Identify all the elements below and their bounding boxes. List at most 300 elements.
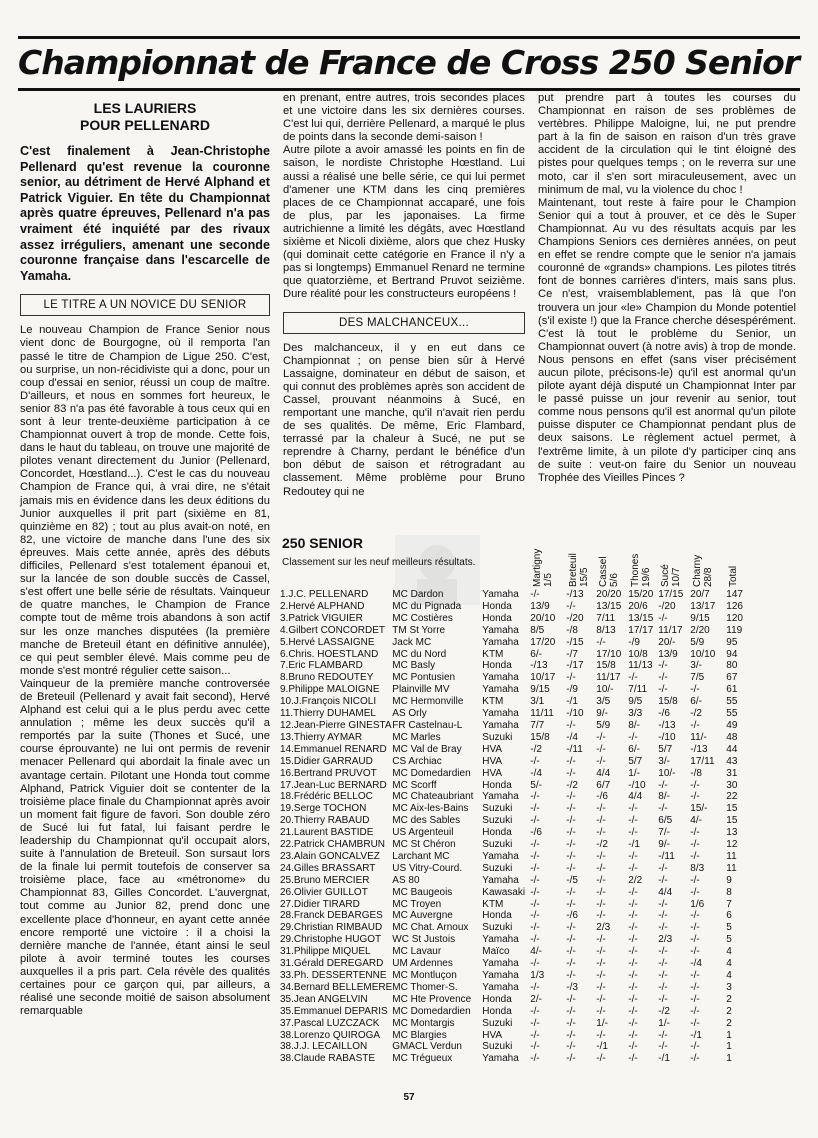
table-cell: MC St Chéron: [392, 839, 456, 851]
table-row: [280, 910, 754, 922]
table-cell: 1: [726, 1041, 732, 1053]
table-cell: 2/-: [530, 993, 542, 1005]
table-cell: -/-: [690, 827, 700, 839]
table-cell: 11/13: [628, 660, 653, 672]
table-cell: 17/10: [596, 648, 622, 660]
table-cell: MC Domedardien: [392, 767, 471, 779]
table-cell: -/11: [658, 850, 675, 862]
results-table-block: [280, 535, 798, 1065]
table-cell: 1: [726, 1029, 732, 1041]
table-cell: 119: [726, 624, 743, 636]
table-cell: -/-: [628, 731, 638, 743]
table-cell: -/13: [530, 660, 548, 672]
table-cell: -/-: [658, 1041, 668, 1053]
table-cell: 1/6: [690, 898, 705, 910]
table-cell: -/-: [566, 922, 576, 934]
table-cell: -/2: [596, 839, 608, 851]
table-cell: 17/15: [658, 589, 684, 600]
column-1: [20, 92, 270, 1018]
table-cell: 25.Bruno MERCIER: [280, 874, 370, 886]
table-cell: 11.Thierry DUHAMEL: [280, 708, 376, 720]
table-cell: 126: [726, 600, 743, 612]
table-cell: 3/3: [628, 708, 643, 720]
table-cell: -/-: [596, 755, 606, 767]
table-cell: -/3: [566, 981, 578, 993]
table-cell: -/2: [658, 1005, 670, 1017]
table-cell: 8/13: [596, 624, 616, 636]
table-cell: 20/10: [530, 612, 556, 624]
table-cell: -/-: [530, 1053, 540, 1065]
table-cell: 80: [726, 660, 738, 672]
table-cell: 5/7: [658, 743, 673, 755]
table-row: [280, 660, 754, 672]
table-cell: -/-: [596, 862, 606, 874]
table-cell: -/-: [658, 898, 668, 910]
table-cell: 2/2: [628, 874, 643, 886]
table-cell: -/-: [596, 850, 606, 862]
table-cell: 1/3: [530, 970, 545, 981]
table-cell: -/-: [628, 993, 638, 1005]
table-cell: 94: [726, 648, 738, 660]
section-heading-titre: LE TITRE A UN NOVICE DU SENIOR: [20, 294, 270, 316]
table-cell: -/-: [596, 934, 606, 946]
table-row: [280, 1041, 754, 1053]
table-cell: 38.J.J. LECAILLON: [280, 1041, 368, 1053]
table-cell: 8/-: [628, 719, 640, 731]
table-cell: -/-: [566, 898, 576, 910]
table-cell: 2/3: [658, 934, 673, 946]
table-cell: 7/-: [658, 827, 670, 839]
table-cell: -/-: [658, 981, 668, 993]
table-cell: Suzuki: [482, 803, 513, 815]
title-rule-bottom: [18, 88, 800, 91]
table-row: [280, 720, 754, 732]
page-title: Championnat de France de Cross 250 Senior: [18, 43, 800, 82]
table-cell: -/8: [566, 624, 578, 636]
table-cell: Yamaha: [482, 624, 519, 636]
table-cell: 4/-: [690, 815, 702, 827]
table-cell: -/-: [566, 839, 576, 851]
table-cell: -/-: [596, 874, 606, 886]
table-cell: 8/5: [530, 624, 545, 636]
table-cell: -/-: [628, 827, 638, 839]
table-cell: Suzuki: [482, 1041, 513, 1053]
table-cell: -/20: [566, 612, 584, 624]
table-row: [280, 887, 754, 899]
table-cell: -/-: [658, 1029, 668, 1041]
table-cell: -/-: [566, 934, 576, 946]
table-cell: -/-: [628, 1053, 638, 1065]
table-cell: -/-: [596, 743, 606, 755]
table-cell: MC du Pignada: [392, 600, 462, 612]
table-cell: 4.Gilbert CONCORDET: [280, 624, 386, 636]
table-cell: 21.Laurent BASTIDE: [280, 827, 374, 839]
table-cell: 22: [726, 791, 738, 803]
table-cell: 7/11: [628, 684, 648, 696]
table-cell: 31.Gérald DEREGARD: [280, 958, 384, 970]
table-row: [280, 803, 754, 815]
table-cell: MC Thomer-S.: [392, 981, 458, 993]
table-row: [280, 839, 754, 851]
table-cell: -/-: [530, 1005, 540, 1017]
article-paragraph: en prenant, entre autres, trois secondes places et une victoire dans les six dernières courses. C'est lui qui, derrière Pellenard, a marqué le plus de points dans la seconde demi-saison ! Autre pilote a avoir amassé les points en fin de saison, le nordiste Christophe Hœstland. Lui aussi a réalisé une belle série, ce qui lui permet d'amener une KTM dans les cinq premières places de ce Championnat accaparé, une fois de plus, par les japonaises. La firme autrichienne a limité les dégâts, avec Hœstland sixième et Nicoli dixième, alors que chez Husky (qui dominait cette catégorie en France il n'y a pas si longtemps) Emmanuel Renard ne termine que quatorzième, et Bertrand Pruvot seizième. Dure réalité pour les constructeurs européens !: [283, 92, 525, 301]
table-cell: 16.Bertrand PRUVOT: [280, 767, 377, 779]
table-cell: -/-: [628, 1041, 638, 1053]
table-row: [280, 875, 754, 887]
table-row: [280, 934, 754, 946]
table-cell: 10/8: [628, 648, 648, 660]
table-cell: 95: [726, 636, 738, 648]
table-cell: -/-: [596, 636, 606, 648]
table-cell: -/-: [566, 850, 576, 862]
table-cell: 15/8: [530, 731, 550, 743]
table-cell: -/1: [566, 696, 578, 708]
table-cell: Yamaha: [482, 708, 519, 720]
page-number: 57: [403, 1092, 415, 1103]
table-cell: 13/17: [690, 600, 716, 612]
table-cell: 15: [726, 803, 738, 815]
table-cell: UM Ardennes: [392, 958, 453, 970]
table-cell: -/1: [658, 1053, 670, 1065]
table-cell: Yamaha: [482, 719, 519, 731]
table-cell: 44: [726, 743, 738, 755]
table-cell: Maïco: [482, 946, 510, 958]
table-cell: KTM: [482, 648, 504, 660]
table-cell: Honda: [482, 827, 512, 839]
table-cell: 15/20: [628, 589, 654, 600]
table-cell: MC Troyen: [392, 898, 442, 910]
table-cell: 12.Jean-Pierre GINESTA: [280, 719, 392, 731]
table-cell: 1/-: [628, 767, 640, 779]
table-row: [280, 1018, 754, 1030]
table-cell: Yamaha: [482, 672, 519, 684]
table-cell: -/10: [658, 731, 676, 743]
table-cell: 31.Philippe MIQUEL: [280, 946, 371, 958]
table-cell: -/11: [566, 743, 583, 755]
table-cell: -/-: [658, 874, 668, 886]
table-cell: -/1: [596, 1041, 608, 1053]
table-cell: 6/7: [596, 779, 611, 791]
table-cell: 2.Hervé ALPHAND: [280, 600, 365, 612]
table-cell: -/-: [566, 886, 576, 898]
table-cell: 147: [726, 589, 743, 600]
table-cell: -/-: [658, 612, 668, 624]
table-row: [280, 708, 754, 720]
table-cell: MC Auvergne: [392, 910, 453, 922]
table-cell: -/-: [596, 946, 606, 958]
table-cell: -/-: [628, 1005, 638, 1017]
table-cell: MC Chateaubriant: [392, 791, 474, 803]
table-cell: -/-: [628, 862, 638, 874]
table-cell: -/-: [658, 922, 668, 934]
table-row: [280, 625, 754, 637]
table-cell: -/-: [530, 934, 540, 946]
table-cell: 3/5: [596, 696, 611, 708]
table-cell: 30: [726, 779, 738, 791]
table-cell: Honda: [482, 1005, 512, 1017]
table-cell: -/-: [530, 910, 540, 922]
table-cell: 11/11: [530, 708, 554, 720]
table-cell: Yamaha: [482, 1053, 519, 1065]
column-header: Martigny 1/5: [532, 548, 554, 587]
table-cell: 10/10: [690, 648, 716, 660]
table-cell: 20/-: [658, 636, 676, 648]
table-cell: 35.Emmanuel DEPARIS: [280, 1005, 388, 1017]
table-cell: -/-: [658, 862, 668, 874]
table-cell: -/-: [596, 803, 606, 815]
table-cell: -/-: [690, 684, 700, 696]
table-cell: Kawasaki: [482, 886, 526, 898]
table-cell: 43: [726, 755, 738, 767]
table-cell: -/-: [628, 946, 638, 958]
table-cell: Larchant MC: [392, 850, 450, 862]
table-cell: MC Baugeois: [392, 886, 453, 898]
table-cell: 20.Thierry RABAUD: [280, 815, 370, 827]
table-cell: 8/3: [690, 862, 705, 874]
table-cell: 10.J.François NICOLI: [280, 696, 377, 708]
table-cell: -/-: [530, 898, 540, 910]
table-cell: MC Aix-les-Bains: [392, 803, 469, 815]
table-cell: 13.Thierry AYMAR: [280, 731, 363, 743]
table-cell: 1.J.C. PELLENARD: [280, 589, 369, 600]
table-cell: 5/7: [628, 755, 643, 767]
title-rule-top: [18, 36, 800, 39]
results-subtitle: Classement sur les neuf meilleurs résultats.: [282, 557, 476, 568]
table-cell: 7.Eric FLAMBARD: [280, 660, 363, 672]
table-cell: 6/-: [530, 648, 542, 660]
table-cell: AS 80: [392, 874, 420, 886]
table-cell: -/-: [566, 791, 576, 803]
table-cell: 61: [726, 684, 738, 696]
table-cell: 11/17: [596, 672, 621, 684]
table-cell: MC Dardon: [392, 589, 444, 600]
table-cell: -/-: [530, 1041, 540, 1053]
table-cell: -/15: [566, 636, 584, 648]
table-cell: HVA: [482, 755, 503, 767]
results-table: [280, 589, 754, 1065]
table-cell: -/6: [658, 708, 670, 720]
table-cell: -/2: [566, 779, 578, 791]
table-cell: -/-: [530, 958, 540, 970]
table-cell: Suzuki: [482, 1017, 513, 1029]
table-cell: -/10: [628, 779, 646, 791]
table-cell: -/-: [628, 815, 638, 827]
table-cell: Yamaha: [482, 981, 519, 993]
table-cell: 9: [726, 874, 732, 886]
table-cell: Jack MC: [392, 636, 432, 648]
table-cell: -/-: [566, 958, 576, 970]
table-cell: 10/17: [530, 672, 556, 684]
table-cell: 4/4: [596, 767, 611, 779]
table-cell: -/-: [690, 791, 700, 803]
table-row: [280, 601, 754, 613]
table-cell: -/-: [566, 827, 576, 839]
table-row: [280, 696, 754, 708]
column-3: [538, 92, 796, 485]
table-cell: -/1: [690, 1029, 702, 1041]
results-title: 250 SENIOR: [282, 535, 363, 551]
table-row: [280, 1053, 754, 1065]
table-cell: -/-: [628, 886, 638, 898]
table-cell: -/6: [596, 791, 608, 803]
table-row: [280, 684, 754, 696]
table-cell: MC Chat. Arnoux: [392, 922, 469, 934]
table-cell: 2/3: [596, 922, 611, 934]
table-cell: 12: [726, 839, 738, 851]
table-cell: Honda: [482, 779, 512, 791]
table-cell: -/9: [628, 636, 640, 648]
table-row: [280, 649, 754, 661]
table-row: [280, 970, 754, 982]
table-cell: -/-: [596, 731, 606, 743]
table-cell: -/-: [658, 910, 668, 922]
table-row: [280, 922, 754, 934]
table-cell: Yamaha: [482, 958, 519, 970]
table-cell: 1: [726, 1053, 732, 1065]
table-cell: -/-: [566, 600, 576, 612]
table-cell: 5.Hervé LASSAIGNE: [280, 636, 375, 648]
table-cell: 2: [726, 1017, 732, 1029]
table-cell: -/-: [530, 922, 540, 934]
column-header: Thones 19/6: [630, 553, 652, 587]
table-cell: AS Orly: [392, 708, 427, 720]
table-cell: -/-: [628, 922, 638, 934]
table-cell: -/-: [596, 1029, 606, 1041]
table-cell: 8/-: [658, 791, 670, 803]
table-cell: -/-: [566, 815, 576, 827]
table-cell: -/-: [628, 910, 638, 922]
article-paragraph: put prendre part à toutes les courses du Championnat en raison de ses problèmes de vertèbres. Philippe Maloigne, lui, ne put prendre part à la fin de saison en raison d'un très grave accident de la circulation qui le tint éloigné des pistes pour quelques temps ; on le reverra sur une moto, car il s'en sort miraculeusement, avec un minimum de mal, vu la violence du choc ! Maintenant, tout reste à faire pour le Champion Senior qui a tout à prouver, et ce dès le Super Championnat. Au vu des résultats acquis par les Champions Seniors ces dernières années, on peut en effet se rendre compte que le senior n'a jamais couronné de «grands» champions. Les pilotes titrés font de bonnes carrières d'inters, mais sans plus. Ce n'est, vraisemblablement, pas là que l'on trouvera un jour «le» Champion du Monde potentiel (s'il existe !) que la France cherche désespérément. C'est là tout le problème du Senior, un Championnat ouvert (à notre avis) à trop de monde. Nous pensons en effet (sans viser précisément aucun pilote, précisons-le) qu'il est anormal qu'un pilote ayant déjà disputé un Championnat Inter par le passé puisse un jour revenir au senior, tout comme nous pensons qu'il est anormal qu'un pilote puisse disputer ce Championnat pendant plus de deux saisons. Le règlement actuel permet, à l'extrême limite, à un pilote d'y participer cinq ans de suite : veut-on faire du Senior un nouveau Trophée des Vieilles Pinces ?: [538, 92, 796, 484]
table-cell: KTM: [482, 696, 504, 708]
table-cell: 4: [726, 958, 732, 970]
column-2: [283, 92, 525, 499]
table-cell: Yamaha: [482, 850, 519, 862]
table-cell: 6/-: [690, 696, 702, 708]
table-cell: -/-: [566, 1041, 576, 1053]
table-cell: 15/8: [596, 660, 616, 672]
table-cell: 24.Gilles BRASSART: [280, 862, 376, 874]
table-cell: 28.Franck DEBARGES: [280, 910, 383, 922]
table-cell: -/-: [566, 1029, 576, 1041]
table-cell: -/-: [658, 946, 668, 958]
table-cell: Plainville MV: [392, 684, 450, 696]
table-cell: 2: [726, 1005, 732, 1017]
table-row: [280, 958, 754, 970]
table-cell: 5/9: [690, 636, 705, 648]
table-cell: 20/6: [628, 600, 648, 612]
table-cell: -/-: [628, 850, 638, 862]
table-cell: -/9: [566, 684, 578, 696]
table-cell: TM St Yorre: [392, 624, 446, 636]
table-cell: 29.Christian RIMBAUD: [280, 922, 383, 934]
table-cell: 7/11: [596, 612, 616, 624]
table-row: [280, 982, 754, 994]
article-paragraph: Vainqueur de la première manche controversée de Breteuil (Pellenard y avait fait second), Hervé Alphand est celui qui a le plus perdu avec cette annulation ; même les deux succès qu'il a remportés par la suite (Thones et Sucé, une course éprouvante) ne lui ont permis de revenir menacer Pellenard qui abordait la finale avec un avantage certain. Pilotant une Honda tout comme Alphand, Patrick Viguier doit se contenter de la troisième place finale du Championnat après avoir un moment fait figure de favori. Son double zéro de Sucé lui fut fatal, lui faisant perdre le leadership du Championnat qu'il occupait alors, suite à l'annulation de Breteuil. Son sursaut lors de la finale lui permit toutefois de conserver sa troisième place, face au «métronome» du Championnat 83, Gilles Concordet. L'auvergnat, tout comme au Junior 82, prend donc une excellente place d'honneur, en ayant cette année encore remporté une victoire : il a choisi la dernière manche de l'année, étant ainsi le seul pilote à avoir terminé toutes les courses auxquelles il a pris part. Cela révèle des qualités certaines pour ce garçon qui, par ailleurs, a réalisé une seconde moitié de saison absolument remarquable: [20, 677, 270, 1018]
table-cell: -/2: [690, 708, 702, 720]
table-cell: -/-: [658, 970, 668, 981]
table-cell: -/-: [566, 1005, 576, 1017]
table-cell: -/-: [690, 934, 700, 946]
table-cell: 55: [726, 708, 738, 720]
table-cell: 13/9: [530, 600, 550, 612]
table-cell: 15.Didier GARRAUD: [280, 755, 373, 767]
table-cell: 35.Jean ANGELVIN: [280, 993, 368, 1005]
table-cell: MC Scorff: [392, 779, 437, 791]
table-cell: Yamaha: [482, 970, 519, 981]
table-cell: 9/-: [596, 708, 608, 720]
table-row: [280, 589, 754, 601]
table-cell: 5/-: [530, 779, 542, 791]
table-cell: 23.Alain GONCALVEZ: [280, 850, 380, 862]
table-cell: -/-: [596, 970, 606, 981]
table-cell: -/4: [530, 767, 542, 779]
table-cell: CS Archiac: [392, 755, 442, 767]
table-cell: -/17: [566, 660, 584, 672]
table-cell: 15/-: [690, 803, 708, 815]
table-cell: HVA: [482, 1029, 503, 1041]
table-cell: -/-: [658, 660, 668, 672]
table-cell: 17.Jean-Luc BERNARD: [280, 779, 387, 791]
table-cell: 11/-: [690, 731, 707, 743]
table-cell: -/-: [690, 970, 700, 981]
intro-paragraph: C'est finalement à Jean-Christophe Pellenard qu'est revenue la couronne senior, au détriment de Hervé Alphand et Patrick Viguier. En tête du Championnat après quatre épreuves, Pellenard n'a pas vraiment été inquiété par des rivaux assez irréguliers, amenant une seconde couronne française dans l'escarcelle de Yamaha.: [20, 144, 270, 283]
table-cell: 10/-: [658, 767, 676, 779]
table-cell: Suzuki: [482, 839, 513, 851]
table-cell: MC du Nord: [392, 648, 447, 660]
table-cell: 15/8: [658, 696, 678, 708]
table-cell: 29.Christophe HUGOT: [280, 934, 382, 946]
table-cell: -/-: [628, 1017, 638, 1029]
table-cell: 11: [726, 850, 737, 862]
table-cell: 38.Claude RABASTE: [280, 1053, 376, 1065]
table-cell: Suzuki: [482, 922, 513, 934]
table-cell: 20/20: [596, 589, 622, 600]
table-cell: 4: [726, 970, 732, 981]
table-cell: -/-: [690, 1005, 700, 1017]
table-cell: 4: [726, 946, 732, 958]
table-cell: 9/5: [628, 696, 643, 708]
table-cell: HVA: [482, 743, 503, 755]
table-cell: -/-: [530, 815, 540, 827]
table-cell: 48: [726, 731, 738, 743]
table-cell: -/7: [566, 648, 578, 660]
table-row: [280, 1006, 754, 1018]
table-cell: 33.Ph. DESSERTENNE: [280, 970, 387, 981]
table-row: [280, 791, 754, 803]
table-cell: -/-: [530, 850, 540, 862]
article-paragraph: Le nouveau Champion de France Senior nous vient donc de Bourgogne, où il remporta l'an passé le titre de Champion de Ligue 250. C'est, ou surprise, un non-récidiviste qui a donc, pour un coup d'essai en senior, réussi un coup de maître. D'ailleurs, et nous en sommes fort heureux, le senior 83 n'a pas été favorable à tous ceux qui en sont à leur trente-deuxième participation à ce Championnat ouvert à trop de monde. Cette fois, dans le haut du tableau, on trouve une majorité de pilotes venant directement du Junior (Pellenard, Concordet, Hœstland...). C'est le cas du nouveau Champion de France qui, à vrai dire, ne s'était jamais mis en évidence dans les deux éditions du Junior auxquelles il prit part (sixième en 81, quinzième en 82) ; tout au plus avait-on noté, en 82, une victoire de manche dans l'une des six épreuves. Mais cette année, après des débuts difficiles, Pellenard s'est totalement épanoui et, sur la lancée de son double succès de Cassel, s'est offert une belle série de résultats. Vainqueur de quatre manches, le Champion de France compte tout de même trois abandons à son actif sur les onze manches disputées (la première manche de Breteuil étant en définitive annulée), ce qui peut sembler élevé. Mais comme peu de monde s'est montré régulier cette saison...: [20, 324, 270, 677]
table-cell: 11/17: [658, 624, 683, 636]
table-cell: MC Trégueux: [392, 1053, 453, 1065]
table-cell: -/-: [596, 827, 606, 839]
table-cell: 2/20: [690, 624, 710, 636]
table-row: [280, 994, 754, 1006]
table-cell: 7/5: [690, 672, 705, 684]
table-cell: KTM: [482, 898, 504, 910]
table-cell: -/6: [566, 910, 578, 922]
article-paragraph: Des malchanceux, il y en eut dans ce Championnat ; on pense bien sûr à Hervé Lassaigne, dominateur en début de saison, et qui connut des problèmes après son accident de Cassel, prouvant néanmoins à Sucé, en remportant une manche, qu'il n'avait rien perdu de ses qualités. De même, Eric Flambard, terrassé par la chaleur à Sucé, ne put se reprendre à Charny, perdant le bénéfice d'un bon début de saison et rétrogradant au classement. Même problème pour Bruno Redoutey qui ne: [283, 341, 525, 498]
table-cell: -/-: [566, 946, 576, 958]
table-cell: 5/9: [596, 719, 611, 731]
table-cell: 6/-: [628, 743, 640, 755]
table-cell: -/2: [530, 743, 542, 755]
table-cell: Suzuki: [482, 815, 513, 827]
table-cell: -/-: [566, 993, 576, 1005]
table-cell: FR Castelnau-L: [392, 719, 463, 731]
table-cell: 6.Chris. HOESTLAND: [280, 648, 379, 660]
column-header: Breteuil 15/5: [568, 553, 590, 587]
table-cell: -/-: [658, 803, 668, 815]
